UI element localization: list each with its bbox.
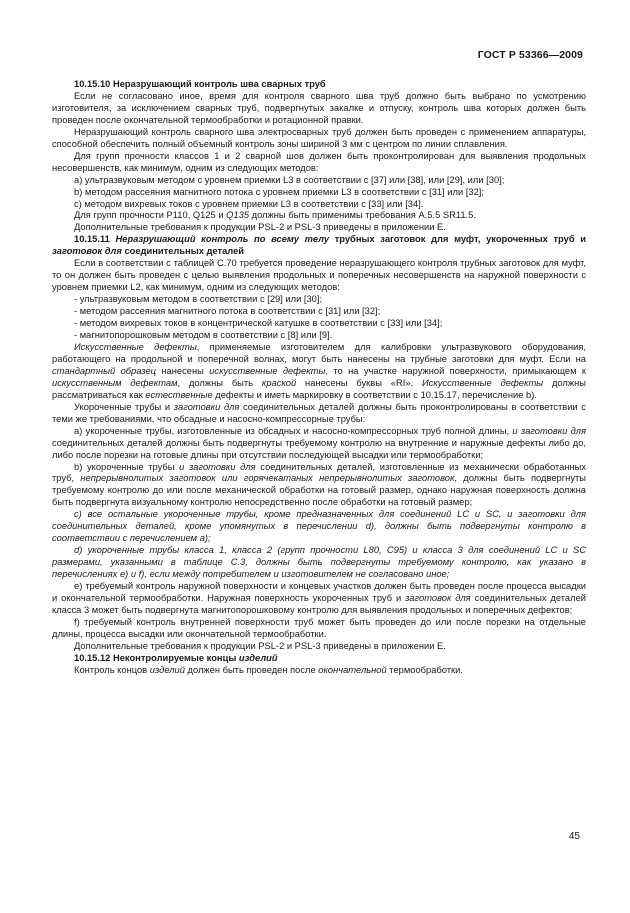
list-item: c) методом вихревых токов с уровнем приемки L3 в соответствии с [33] или [34]. (74, 198, 424, 209)
paragraph: Если не согласовано иное, время для контроля сварного шва труб должно быть выбрано по усмотрению изготовителя, за исключением сварных труб, подвергнутых закалке и отпуску, контроль шва которых должен быть проведен после окончательной термообработки и ротационной правки. (52, 90, 586, 125)
paragraph: Если в соответствии с таблицей С.70 требуется проведение неразрушающего контроля трубных заготовок для муфт, то он должен быть проведен с целью выявления продольных и поперечных несовершенств на наружной поверхности с уровнем приемки L2, как минимум, одним из следующих методов: (52, 258, 586, 293)
section-heading: 10.15.11 Неразрушающий контроль по всему телу трубных заготовок для муфт, укороченных труб и заготовок для соединительных деталей (52, 234, 587, 257)
standard-header: ГОСТ Р 53366—2009 (477, 49, 583, 61)
list-item: b) методом рассеяния магнитного потока с уровнем приемки L3 в соответствии с [31] или [32]; (74, 186, 484, 197)
section-heading: 10.15.12 Неконтролируемые концы изделий (74, 652, 278, 663)
paragraph: Контроль концов изделий должен быть проведен после окончательной термообработки. (74, 664, 463, 675)
paragraph: Дополнительные требования к продукции PSL-2 и PSL-3 приведены в приложении Е. (74, 222, 446, 233)
paragraph: Для групп прочности классов 1 и 2 сварной шов должен быть проконтролирован для выявления продольных несовершенств, как минимум, одним из следующих методов: (52, 150, 586, 173)
paragraph: Искусственные дефекты, применяемые изготовителем для калибровки ультразвукового оборудования, работающего на продольной и поперечной волнах, могут быть нанесены на трубные заготовки для муфт. Если на стандартный образец нанесены искусственные дефекты, то на участке наружной поверхности, примыкающем к искусственным дефектам, должны быть краской нанесены буквы «RI». Искусственные дефекты должны рассматриваться как естественные дефекты и иметь маркировку в соответствии с 10.15.17, перечисление b). (52, 341, 587, 400)
list-item: a) укороченные трубы, изготовленные из обсадных и насосно-компрессорных труб полной длины, и заготовки для соединительных деталей должны быть подвергнуты требуемому контролю на внутренние и наружные дефекты либо до, либо после порезки на готовые длины при отсутствии последующей высадки или термообработки; (52, 425, 586, 460)
paragraph: Для групп прочности Р110, Q125 и Q135 должны быть применимы требования А.5.5 SR11.5. (74, 210, 476, 221)
list-item: - методом вихревых токов в концентрической катушке в соответствии с [33] или [34]; (74, 318, 443, 329)
list-item: - ультразвуковым методом в соответствии с [29] или [30]; (74, 294, 323, 305)
page-number: 45 (568, 831, 580, 842)
paragraph: Неразрушающий контроль сварного шва электросварных труб должен быть проведен с применением аппаратуры, способной обеспечить полный объемный контроль зоны шириной 3 мм с центром по линии сплавления. (52, 126, 586, 149)
list-item: - методом рассеяния магнитного потока в соответствии с [31] или [32]; (74, 306, 381, 317)
list-item: f) требуемый контроль внутренней поверхности труб может быть проведен до или после порезки на отдельные длины, процесса высадки или окончательной термообработки. (52, 616, 586, 639)
list-item: - магнитопорошковым методом в соответствии с [8] или [9]. (74, 330, 333, 341)
list-item: c) все остальные укороченные трубы, кроме предназначенных для соединений LC и SC, и заготовки для соединительных деталей, кроме упомянутых в перечислении d), должны быть подвергнуты контролю в соответствии с перечислением a); (52, 509, 586, 544)
list-item: e) требуемый контроль наружной поверхности и концевых участков должен быть проведен после процесса высадки и окончательной термообработки. Наружная поверхность укороченных труб и заготовок для соединительных деталей класса 3 может быть подвергнута магнитопорошковому контролю для выявления продольных и поперечных дефектов; (52, 581, 586, 615)
section-heading: 10.15.10 Неразрушающий контроль шва сварных труб (74, 79, 326, 89)
list-item: a) ультразвуковым методом с уровнем приемки L3 в соответствии с [37] или [38], или [29], или [30]; (74, 174, 505, 185)
document-body (52, 79, 586, 677)
paragraph: Укороченные трубы и заготовки для соединительных деталей должны быть проконтролированы в соответствии с теми же требованиями, что обсадные и насосно-компрессорные трубы: (52, 401, 586, 424)
list-item: d) укороченные трубы класса 1, класса 2 (групп прочности L80, С95) и класса 3 для соединений LC и SC размерами, указанными в таблице С.3, должны быть подвергнуты требуемому контролю, как указано в перечислениях e) и f), если между потребителем и изготовителем не согласовано иное; (52, 545, 586, 580)
list-item: b) укороченные трубы и заготовки для соединительных деталей, изготовленные из механически обработанных труб, непрерывнолитых заготовок или горячекатаных непрерывнолитых заготовок, должны быть подвергнуты требуемому контролю до или после механической обработки на готовый размер, однако наружная поверхность должна быть подвергнута визуальному контролю непосредственно после обработки на готовый размер; (52, 461, 587, 508)
paragraph: Дополнительные требования к продукции PSL-2 и PSL-3 приведены в приложении Е. (74, 640, 446, 651)
